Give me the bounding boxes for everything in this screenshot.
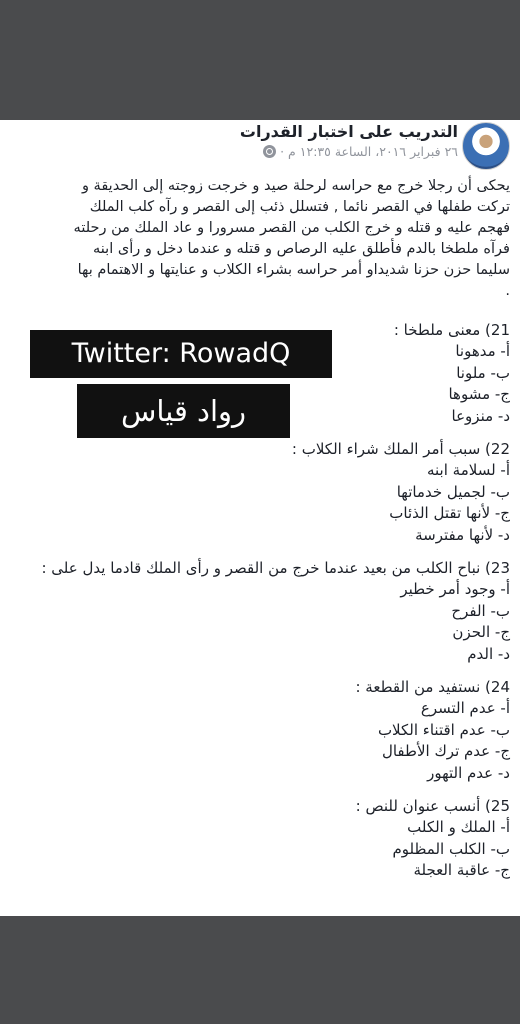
question-option: ب- ملونا: [456, 363, 510, 382]
question-option: د- لأنها مفترسة: [415, 525, 510, 544]
bottom-bar: [0, 916, 520, 1024]
question-option: ج- لأنها تقتل الذئاب: [389, 504, 510, 522]
question-title: 21) معنى ملطخا :: [393, 321, 510, 339]
question-option: د- منزوعا: [451, 406, 510, 425]
story-text: [10, 176, 510, 302]
story-line: فهجم عليه و قتله و خرج الكلب من القصر مسرورا و عاد الملك من رحلته: [73, 220, 510, 236]
question-23: [10, 558, 510, 665]
question-option: ج- عاقبة العجلة: [413, 861, 510, 879]
question-title: 25) أنسب عنوان للنص :: [355, 797, 510, 815]
question-option: أ- وجود أمر خطير: [400, 580, 510, 598]
question-title: 22) سبب أمر الملك شراء الكلاب :: [291, 440, 510, 458]
question-option: أ- الملك و الكلب: [407, 818, 510, 836]
story-line: .: [505, 283, 510, 299]
question-option: ب- الكلب المظلوم: [392, 839, 510, 858]
story-line: يحكى أن رجلا خرج مع حراسه لرحلة صيد و خرجت زوجته إلى الحديقة و: [81, 178, 510, 194]
globe-icon: [263, 145, 276, 158]
question-25: [10, 796, 510, 882]
post-meta: [263, 144, 458, 159]
question-title: 24) نستفيد من القطعة :: [355, 678, 510, 696]
avatar[interactable]: [462, 122, 510, 170]
question-option: ب- لجميل خدماتها: [396, 482, 510, 501]
question-option: ب- الفرح: [451, 601, 510, 620]
question-option: ج- مشوها: [448, 385, 510, 403]
question-24: [10, 677, 510, 784]
post-timestamp[interactable]: ٢٦ فبراير ٢٠١٦، الساعة ١٢:٣٥ م ·: [280, 144, 458, 159]
question-option: أ- عدم التسرع: [420, 699, 510, 717]
question-option: د- عدم التهور: [427, 763, 510, 782]
question-title: 23) نباح الكلب من بعيد عندما خرج من القصر و رأى الملك قادما يدل على :: [41, 559, 510, 577]
question-22: [10, 439, 510, 546]
top-bar: [0, 0, 520, 120]
question-option: أ- لسلامة ابنه: [426, 461, 510, 479]
question-option: ج- عدم ترك الأطفال: [381, 742, 510, 760]
post-author[interactable]: التدريب على اختبار القدرات: [239, 122, 458, 141]
question-option: أ- مدهونا: [455, 342, 510, 360]
question-option: د- الدم: [467, 644, 510, 663]
question-option: ب- عدم اقتناء الكلاب: [377, 720, 510, 739]
question-option: ج- الحزن: [452, 623, 510, 641]
story-line: فرآه ملطخا بالدم فأطلق عليه الرصاص و قتله و عندما دخل و رأى ابنه: [93, 241, 510, 257]
facebook-post: [0, 120, 520, 916]
watermark-brand-name: رواد قياس: [77, 384, 290, 438]
post-header: [0, 120, 520, 170]
story-line: سليما حزن حزنا شديداو أمر حراسه بشراء الكلاب و عنايتها و الاهتمام بها: [77, 262, 510, 278]
story-line: تركت طفلها في القصر نائما , فتسلل ذئب إلى القصر و رآه كلب الملك: [89, 199, 510, 215]
watermark-twitter-handle: Twitter: RowadQ: [30, 330, 332, 378]
